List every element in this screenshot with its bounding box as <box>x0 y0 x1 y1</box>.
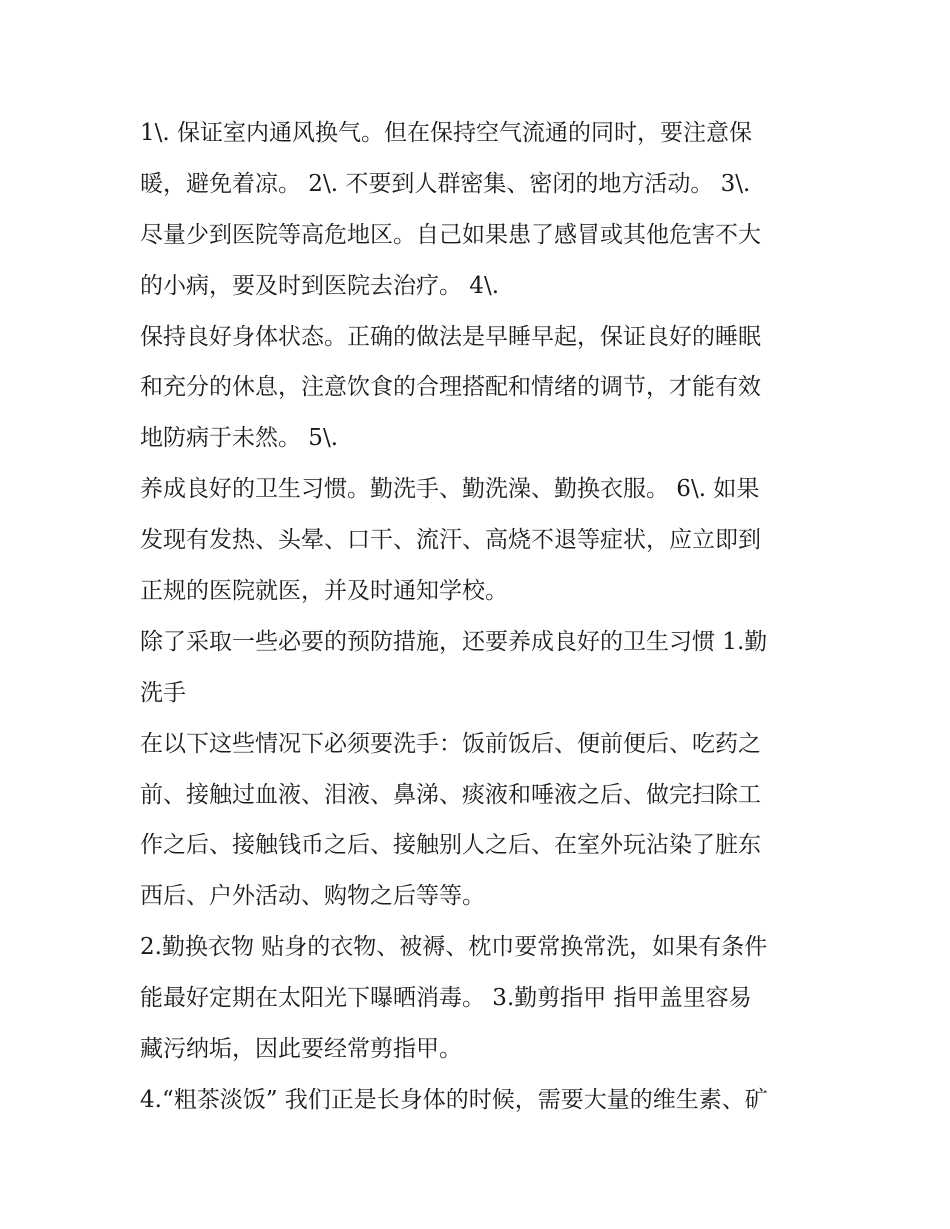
text-line: 藏污纳垢，因此要经常剪指甲。 <box>140 1036 462 1063</box>
text-line: 养成良好的卫生习惯。勤洗手、勤洗澡、勤换衣服。 6\. 如果 <box>140 476 760 503</box>
text-line: 4.“粗茶淡饭” 我们正是长身体的时候，需要大量的维生素、矿 <box>140 1086 768 1113</box>
text-line: 能最好定期在太阳光下曝晒消毒。 3.勤剪指甲 指甲盖里容易 <box>140 985 752 1012</box>
text-line: 保持良好身体状态。正确的做法是早睡早起，保证良好的睡眠 <box>140 323 761 350</box>
text-line: 地防病于未然。 5\. <box>140 425 339 452</box>
text-line: 1\. 保证室内通风换气。但在保持空气流通的同时，要注意保 <box>140 120 753 146</box>
text-line: 在以下这些情况下必须要洗手：饭前饭后、便前便后、吃药之 <box>140 730 761 757</box>
document-body <box>140 108 830 1126</box>
text-line: 作之后、接触钱币之后、接触别人之后、在室外玩沾染了脏东 <box>140 832 761 859</box>
text-line: 暖，避免着凉。 2\. 不要到人群密集、密闭的地方活动。 3\. <box>140 170 751 197</box>
text-line: 洗手 <box>140 679 186 706</box>
text-line: 发现有发热、头晕、口干、流汗、高烧不退等症状，应立即到 <box>140 527 761 554</box>
text-line: 西后、户外活动、购物之后等等。 <box>140 883 485 910</box>
text-line: 尽量少到医院等高危地区。自己如果患了感冒或其他危害不大 <box>140 221 761 248</box>
text-line: 前、接触过血液、泪液、鼻涕、痰液和唾液之后、做完扫除工 <box>140 781 761 808</box>
text-line: 正规的医院就医，并及时通知学校。 <box>140 578 508 605</box>
text-line: 2.勤换衣物 贴身的衣物、被褥、枕巾要常换常洗，如果有条件 <box>140 934 768 961</box>
text-line: 的小病，要及时到医院去治疗。 4\. <box>140 272 500 299</box>
text-line: 和充分的休息，注意饮食的合理搭配和情绪的调节，才能有效 <box>140 374 761 401</box>
text-line: 除了采取一些必要的预防措施，还要养成良好的卫生习惯 1.勤 <box>140 628 768 655</box>
